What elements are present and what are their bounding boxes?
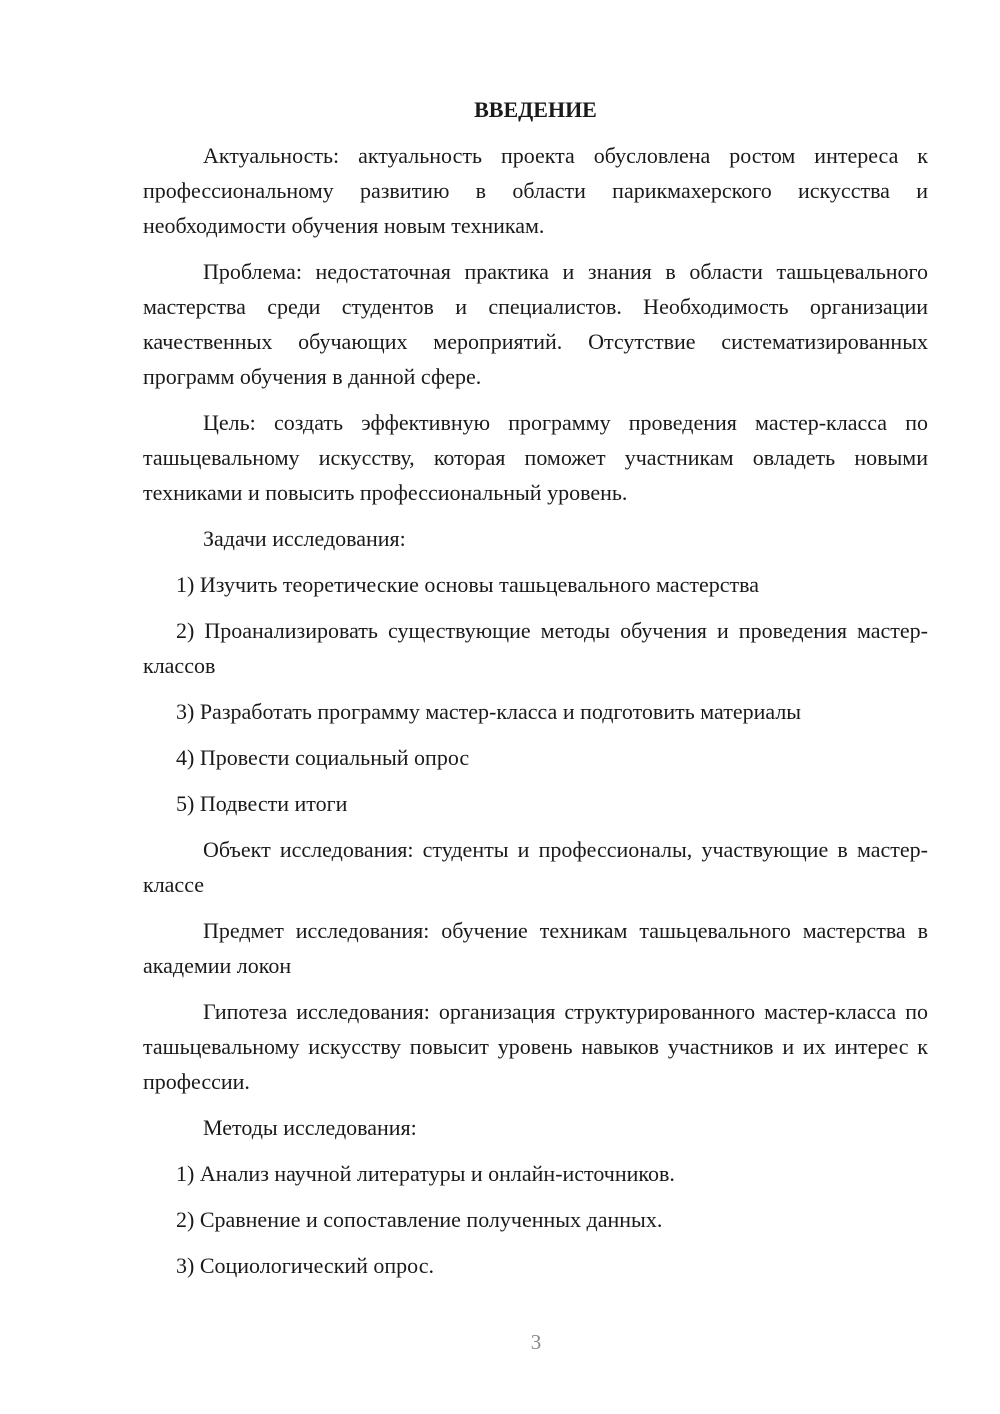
task-item: 5) Подвести итоги (176, 791, 348, 816)
task-item: 1) Изучить теоретические основы ташьцевального мастерства (176, 572, 759, 597)
methods-heading: Методы исследования: (203, 1115, 417, 1140)
hypothesis-paragraph: Гипотеза исследования: организация структурированного мастер-класса по ташьцевальному искусству повысит уровень навыков участников и их интерес к профессии. (143, 999, 928, 1094)
object-paragraph: Объект исследования: студенты и профессионалы, участвующие в мастер-классе (143, 837, 928, 897)
page-number: 3 (530, 1330, 542, 1354)
method-item: 2) Сравнение и сопоставление полученных данных. (176, 1207, 663, 1232)
method-item: 1) Анализ научной литературы и онлайн-источников. (176, 1161, 675, 1186)
tasks-heading: Задачи исследования: (203, 526, 406, 551)
task-item: 3) Разработать программу мастер-класса и подготовить материалы (176, 699, 802, 724)
relevance-paragraph: Актуальность: актуальность проекта обусловлена ростом интереса к профессиональному развитию в области парикмахерского искусства и необходимости обучения новым техникам. (143, 143, 928, 238)
subject-paragraph: Предмет исследования: обучение техникам ташьцевального мастерства в академии локон (143, 918, 928, 978)
section-title: ВВЕДЕНИЕ (474, 97, 597, 122)
task-item: 2) Проанализировать существующие методы обучения и проведения мастер-классов (143, 618, 928, 678)
goal-paragraph: Цель: создать эффективную программу проведения мастер-класса по ташьцевальному искусству, которая поможет участникам овладеть новыми техниками и повысить профессиональный уровень. (143, 410, 928, 505)
method-item: 3) Социологический опрос. (176, 1253, 434, 1278)
problem-paragraph: Проблема: недостаточная практика и знания в области ташьцевального мастерства среди студентов и специалистов. Необходимость организации качественных обучающих мероприятий. Отсутствие систематизированных программ обучения в данной сфере. (143, 259, 928, 389)
task-item: 4) Провести социальный опрос (176, 745, 470, 770)
page-content (143, 92, 928, 1294)
